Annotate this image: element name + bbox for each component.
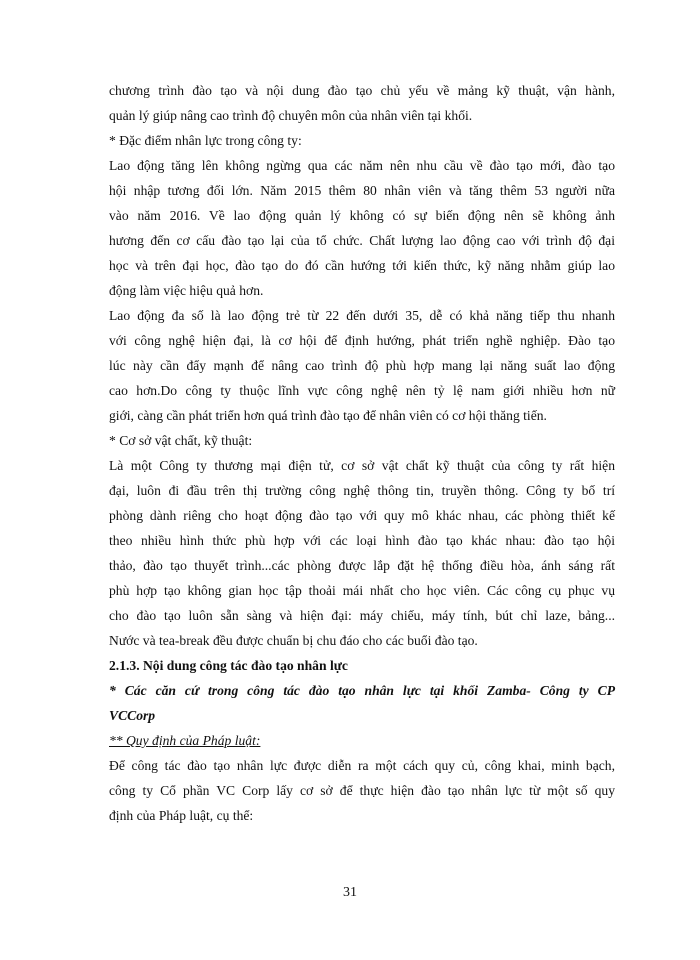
text-line: Là một Công ty thương mại điện tử, cơ sở vật chất kỹ thuật của công ty rất hiện <box>109 458 615 473</box>
section-heading: 2.1.3. Nội dung công tác đào tạo nhân lực <box>109 658 348 673</box>
body-text <box>109 78 615 828</box>
text-line: * Đặc điểm nhân lực trong công ty: <box>109 133 302 148</box>
text-line: cho đào tạo luôn sẵn sàng và hiện đại: máy chiếu, máy tính, bút chỉ laze, bảng... <box>109 608 615 623</box>
text-line: phòng dành riêng cho hoạt động đào tạo với quy mô khác nhau, các phòng thiết kế <box>109 508 615 523</box>
text-line: công ty Cổ phần VC Corp lấy cơ sở để thực hiện đào tạo nhân lực từ một số quy <box>109 783 615 798</box>
text-line: * Cơ sở vật chất, kỹ thuật: <box>109 433 253 448</box>
text-line: Lao động tăng lên không ngừng qua các năm nên nhu cầu về đào tạo mới, đào tạo <box>109 158 615 173</box>
text-line: Lao động đa số là lao động trẻ từ 22 đến dưới 35, dễ có khả năng tiếp thu nhanh <box>109 308 615 323</box>
text-line: đại, luôn đi đầu trên thị trường công nghệ thông tin, truyền thông. Công ty bố trí <box>109 483 615 498</box>
text-line: theo nhiều hình thức phù hợp với các loại hình đào tạo khác nhau: đào tạo hội <box>109 533 615 548</box>
subheading: * Các căn cứ trong công tác đào tạo nhân lực tại khối Zamba- Công ty CP <box>109 683 615 698</box>
text-line: giới, càng cần phát triển hơn quá trình đào tạo để nhân viên có cơ hội thăng tiến. <box>109 408 547 423</box>
text-line: động làm việc hiệu quả hơn. <box>109 283 264 298</box>
text-line: hương đến cơ cấu đào tạo lại của tổ chức. Chất lượng lao động cao với trình độ đại <box>109 233 615 248</box>
text-line: chương trình đào tạo và nội dung đào tạo chủ yếu về mảng kỹ thuật, vận hành, <box>109 83 615 98</box>
text-line: định của Pháp luật, cụ thể: <box>109 808 254 823</box>
text-line: Nước và tea-break đều được chuẩn bị chu đáo cho các buổi đào tạo. <box>109 633 478 648</box>
underlined-subheading: ** Quy định của Pháp luật: <box>109 733 261 748</box>
text-line: vào năm 2016. Về lao động quản lý không có sự biến động nên sẽ không ảnh <box>109 208 615 223</box>
text-line: Để công tác đào tạo nhân lực được diễn ra một cách quy củ, công khai, minh bạch, <box>109 758 615 773</box>
text-line: quản lý giúp nâng cao trình độ chuyên môn của nhân viên tại khối. <box>109 108 473 123</box>
text-line: lúc này cần đẩy mạnh để nâng cao trình độ phù hợp mang lại năng suất lao động <box>109 358 615 373</box>
subheading: VCCorp <box>109 708 156 723</box>
page-number: 31 <box>343 885 357 900</box>
text-line: phù hợp tạo không gian học tập thoải mái nhất cho học viên. Các công cụ phục vụ <box>109 583 615 598</box>
text-line: học và trên đại học, đào tạo do đó cần hướng tới kiến thức, kỹ năng nhằm giúp lao <box>109 258 615 273</box>
text-line: hội nhập tương đối lớn. Năm 2015 thêm 80 nhân viên và tăng thêm 53 người nữa <box>109 183 615 198</box>
text-line: thảo, đào tạo thuyết trình...các phòng được lắp đặt hệ thống điều hòa, ánh sáng rất <box>109 558 615 573</box>
text-line: cao hơn.Do công ty thuộc lĩnh vực công nghệ nên tỷ lệ nam giới nhiều hơn nữ <box>109 383 615 398</box>
text-line: với công nghệ hiện đại, là cơ hội để định hướng, phát triển nghề nghiệp. Đào tạo <box>109 333 615 348</box>
